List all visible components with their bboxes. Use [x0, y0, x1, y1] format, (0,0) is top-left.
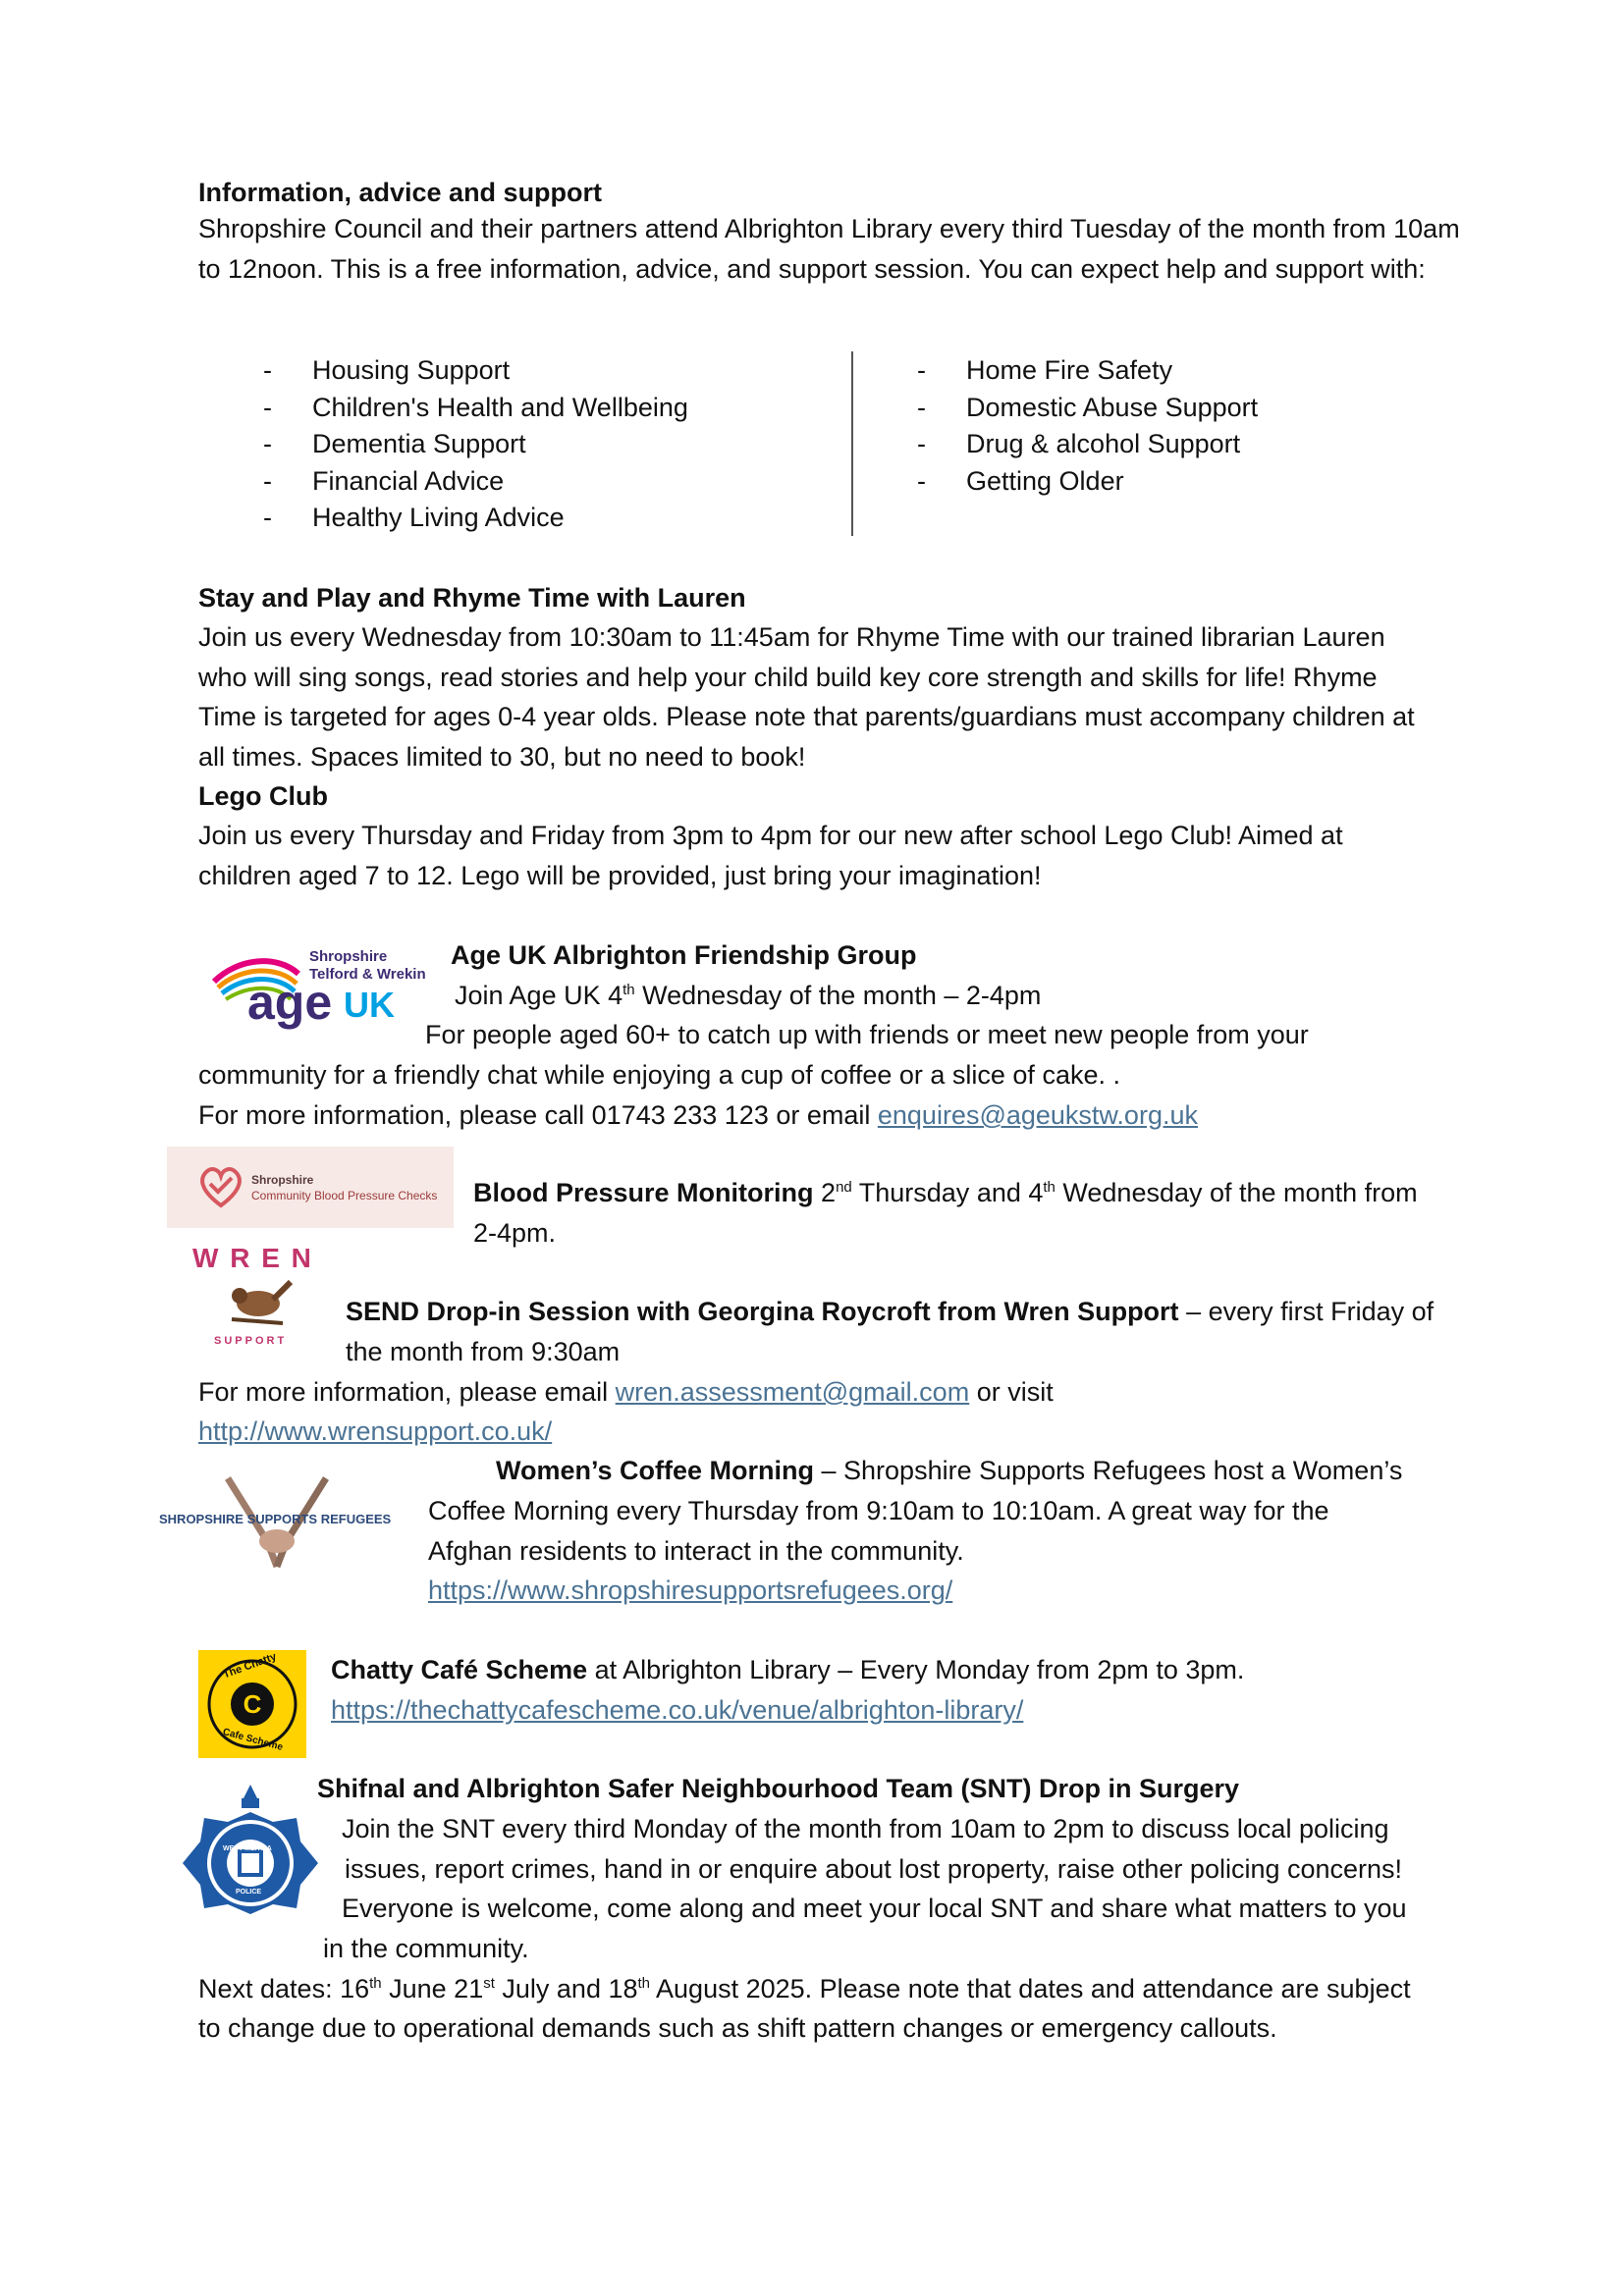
wren-logo — [192, 1243, 313, 1349]
wren-email-link[interactable]: wren.assessment@gmail.com — [615, 1377, 970, 1407]
list-item: - Children's Health and Wellbeing — [263, 392, 688, 422]
svg-text:C: C — [243, 1689, 262, 1719]
ageuk-logo-line2: Telford & Wrekin — [309, 966, 426, 983]
list-item: - Healthy Living Advice — [263, 503, 565, 532]
ageuk-email-link[interactable]: enquires@ageukstw.org.uk — [877, 1100, 1198, 1130]
info-list-right — [917, 352, 1259, 500]
women-line1: Women’s Coffee Morning – Shropshire Supports Refugees host a Women’s — [496, 1456, 1403, 1485]
heart-icon — [196, 1162, 245, 1211]
wren-line1: SEND Drop-in Session with Georgina Roycroft from Wren Support – every first Friday of — [346, 1297, 1435, 1326]
chatty-logo-top: The Chatty — [221, 1650, 279, 1682]
snt-line2: issues, report crimes, hand in or enquire about lost property, raise other policing concerns! — [345, 1854, 1403, 1884]
chatty-logo — [198, 1650, 306, 1758]
chatty-url-line — [331, 1690, 1023, 1731]
snt-line4: in the community. — [323, 1934, 529, 1963]
police-logo-top: WEST MERCIA — [223, 1845, 272, 1852]
refugees-logo — [159, 1472, 395, 1575]
list-item: - Home Fire Safety — [917, 355, 1173, 385]
wren-logo-top: W R E N — [192, 1243, 313, 1273]
list-item: - Domestic Abuse Support — [917, 392, 1259, 422]
women-url-link[interactable]: https://www.shropshiresupportsrefugees.org/ — [428, 1575, 953, 1605]
chatty-line1: Chatty Café Scheme at Albrighton Library – Every Monday from 2pm to 3pm. — [331, 1655, 1245, 1684]
ageuk-logo-line1: Shropshire — [309, 948, 388, 965]
bp-logo-line2: Community Blood Pressure Checks — [251, 1189, 438, 1202]
police-logo — [177, 1775, 324, 1948]
women-line3: Afghan residents to interact in the community. — [428, 1536, 964, 1566]
wren-logo-bottom: SUPPORT — [214, 1335, 288, 1347]
list-item: - Financial Advice — [263, 465, 505, 496]
snt-line6: to change due to operational demands such as shift pattern changes or emergency callouts. — [198, 2013, 1277, 2043]
ageuk-logo — [208, 944, 430, 1033]
bp-logo-line1: Shropshire — [251, 1173, 314, 1187]
snt-line1: Join the SNT every third Monday of the month from 10am to 2pm to discuss local policing — [342, 1814, 1389, 1843]
lego-body: Join us every Thursday and Friday from 3pm to 4pm for our new after school Lego Club! Aimed at children aged 7 to 12. Lego will be provided, just bring your imagination! — [198, 821, 1343, 890]
info-list-left — [263, 352, 688, 537]
list-item: - Housing Support — [263, 355, 511, 385]
list-item: - Dementia Support — [263, 429, 526, 458]
ageuk-line1: Join Age UK 4th Wednesday of the month – 2-4pm — [455, 981, 1042, 1010]
refugees-logo-text: SHROPSHIRE SUPPORTS REFUGEES — [159, 1512, 392, 1526]
wren-line3: For more information, please email wren.assessment@gmail.com or visit — [198, 1377, 1054, 1407]
wren-line2: the month from 9:30am — [346, 1337, 621, 1366]
snt-heading: Shifnal and Albrighton Safer Neighbourhood Team (SNT) Drop in Surgery — [317, 1774, 1240, 1803]
column-divider — [851, 351, 853, 536]
ageuk-line2: For people aged 60+ to catch up with friends or meet new people from your — [425, 1020, 1309, 1049]
women-line2: Coffee Morning every Thursday from 9:10am to 10:10am. A great way for the — [428, 1496, 1329, 1525]
wren-url-link[interactable]: http://www.wrensupport.co.uk/ — [198, 1416, 553, 1446]
rhyme-body: Join us every Wednesday from 10:30am to 11:45am for Rhyme Time with our trained librarian Lauren who will sing songs, read stories and help your child build key core strength and skills for life! Rhyme Time is targeted for ages 0-4 year olds. Please note that parents/guardians must accompany children at all times. Spaces limited to 30, but no need to book! — [198, 622, 1415, 772]
rhyme-heading: Stay and Play and Rhyme Time with Lauren — [198, 583, 746, 613]
police-logo-bottom: POLICE — [236, 1889, 262, 1896]
list-item: - Getting Older — [917, 465, 1124, 496]
police-badge-icon — [177, 1775, 324, 1948]
snt-line3: Everyone is welcome, come along and meet your local SNT and share what matters to you — [342, 1894, 1407, 1923]
chatty-logo-bottom: Cafe Scheme — [221, 1727, 285, 1753]
lego-heading: Lego Club — [198, 781, 328, 811]
women-url-line — [428, 1571, 952, 1611]
ageuk-logo-word2: UK — [344, 985, 395, 1025]
ageuk-line3: community for a friendly chat while enjoying a cup of coffee or a slice of cake. . — [198, 1060, 1120, 1090]
ageuk-logo-word1: age — [247, 975, 333, 1030]
list-item: - Drug & alcohol Support — [917, 429, 1241, 458]
bp-logo — [167, 1147, 454, 1228]
bp-line1: Blood Pressure Monitoring 2nd Thursday and 4th Wednesday of the month from — [473, 1178, 1418, 1207]
ageuk-line4: For more information, please call 01743 233 123 or email enquires@ageukstw.org.uk — [198, 1100, 1198, 1130]
wren-bird-icon — [214, 1274, 302, 1333]
chatty-url-link[interactable]: https://thechattycafescheme.co.uk/venue/albrighton-library/ — [331, 1695, 1024, 1725]
bp-line2: 2-4pm. — [473, 1218, 557, 1248]
snt-line5: Next dates: 16th June 21st July and 18th August 2025. Please note that dates and attendance are subject — [198, 1974, 1411, 2003]
info-body: Shropshire Council and their partners attend Albrighton Library every third Tuesday of the month from 10am to 12noon. This is a free information, advice, and support session. You can expect help and support with: — [198, 214, 1460, 284]
ageuk-heading: Age UK Albrighton Friendship Group — [451, 940, 917, 970]
info-heading: Information, advice and support — [198, 178, 603, 207]
wren-url-line — [198, 1412, 552, 1452]
